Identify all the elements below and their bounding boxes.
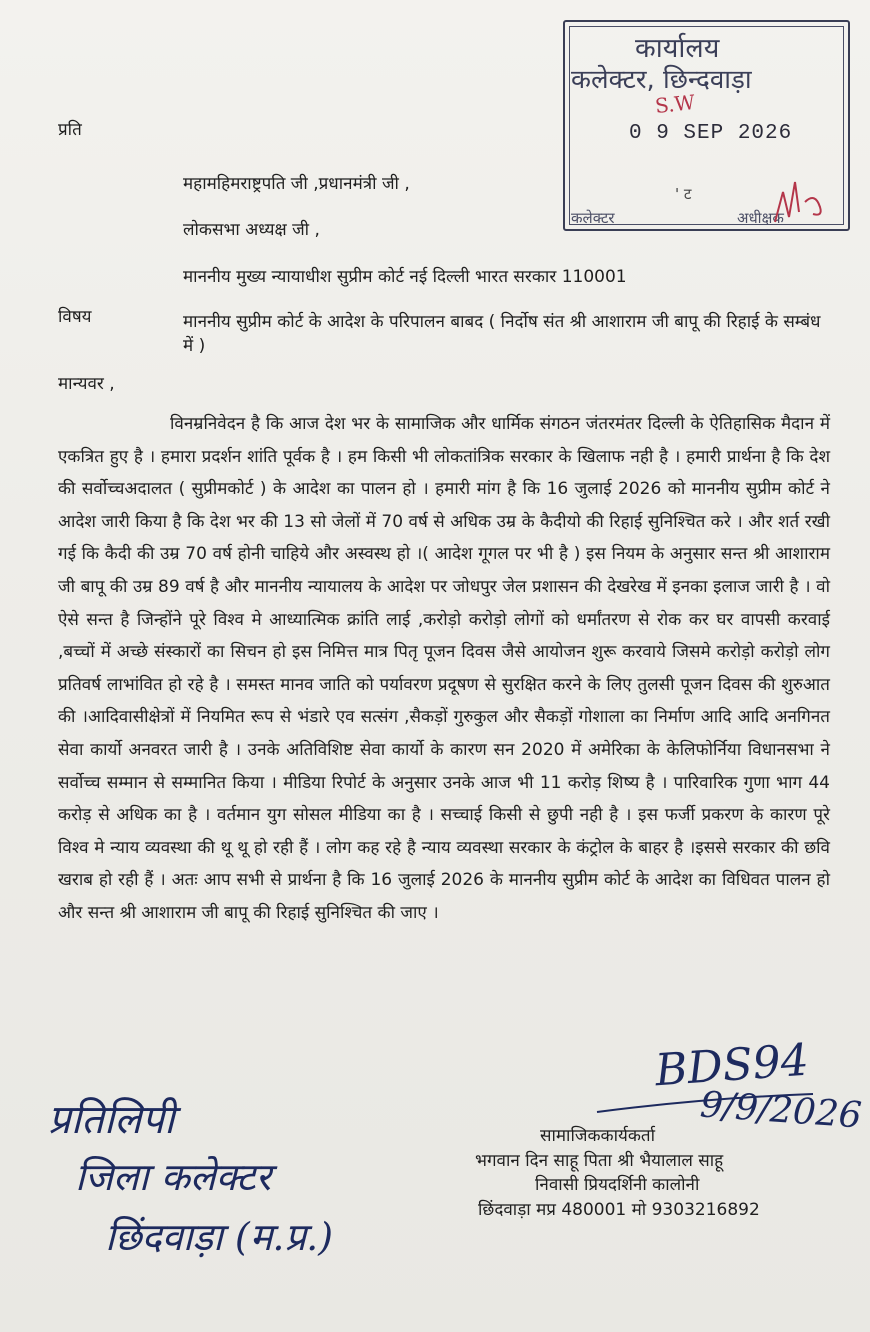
recipient-1: महामहिमराष्ट्रपति जी ,प्रधानमंत्री जी , bbox=[183, 174, 410, 194]
sender-address: निवासी प्रियदर्शिनी कालोनी bbox=[535, 1175, 700, 1195]
stamp-initials: S.W bbox=[653, 89, 697, 119]
copy-note-line2: जिला कलेक्टर bbox=[75, 1155, 272, 1199]
stamp-mark: ' ट bbox=[675, 185, 692, 203]
letter-body bbox=[58, 408, 830, 930]
stamp-office-name: कलेक्टर, छिन्दवाड़ा bbox=[571, 65, 752, 95]
office-receipt-stamp bbox=[563, 20, 850, 231]
stamp-office-title: कार्यालय bbox=[635, 33, 720, 64]
recipient-3: माननीय मुख्य न्यायाधीश सुप्रीम कोर्ट नई दिल्ली भारत सरकार 110001 bbox=[183, 267, 627, 287]
salutation: मान्यवर , bbox=[58, 374, 115, 394]
sender-designation: सामाजिककार्यकर्ता bbox=[540, 1126, 656, 1146]
subject-label: विषय bbox=[58, 307, 92, 327]
letter-body-text: विनम्रनिवेदन है कि आज देश भर के सामाजिक और धार्मिक संगठन जंतरमंतर दिल्ली के ऐतिहासिक मैदान में एकत्रित हुए है । हमारा प्रदर्शन शांति पूर्वक है । हम किसी भी लोकतांत्रिक सरकार के खिलाफ नही है । हमारी प्रार्थना है कि देश की सर्वोच्चअदालत ( सुप्रीमकोर्ट ) के आदेश का पालन हो । हमारी मांग है कि 16 जुलाई 2026 को माननीय सुप्रीम कोर्ट ने आदेश जारी किया है कि देश भर की 13 सो जेलों में 70 वर्ष से अधिक उम्र के कैदीयो की रिहाई सुनिश्चित करे । और शर्त रखी गई कि कैदी की उम्र 70 वर्ष होनी चाहिये और अस्वस्थ हो ।( आदेश गूगल पर भी है ) इस नियम के अनुसार सन्त श्री आशाराम जी बापू की उम्र 89 वर्ष है और माननीय न्यायालय के आदेश पर जोधपुर जेल प्रशासन की देखरेख में इनका इलाज जारी है । वो ऐसे सन्त है जिन्होंने पूरे विश्व मे आध्यात्मिक क्रांति लाई ,करोड़ो करोड़ो लोगों को धर्मांतरण से रोक कर घर वापसी करवाई ,बच्चों में अच्छे संस्कारों का सिचन हो इस निमित्त मात्र पितृ पूजन दिवस जैसे आयोजन शुरू करवाये जिसमे करोड़ो करोड़ो लोग प्रतिवर्ष लाभांवित हो रहे है । समस्त मानव जाति को पर्यावरण प्रदूषण से सुरक्षित करने के लिए तुलसी पूजन दिवस की शुरुआत की ।आदिवासीक्षेत्रों में नियमित रूप से भंडारे एव सत्संग ,सैकड़ों गुरुकुल और सैकड़ों गोशाला का निर्माण आदि आदि अनगिनत सेवा कार्यो अनवरत जारी है । उनके अतिविशिष्ट सेवा कार्यो के कारण सन 2020 में अमेरिका के केलिफोर्निया विधानसभा ने सर्वोच्च सम्मान से सम्मानित किया । मीडिया रिपोर्ट के अनुसार उनके आज भी 11 करोड़ शिष्य है । पारिवारिक गुणा भाग 44 करोड़ से अधिक का है । वर्तमान युग सोसल मीडिया का है । सच्चाई किसी से छुपी नही है । इस फर्जी प्रकरण के कारण पूरे विश्व मे न्याय व्यवस्था की थू थू हो रही हैं । लोग कह रहे है न्याय व्यवस्था सरकार के कंट्रोल के बाहर है ।इससे सरकार की छवि खराब हो रही हैं । अतः आप सभी से प्रार्थना है कि 16 जुलाई 2026 के माननीय सुप्रीम कोर्ट के आदेश का विधिवत पालन हो और सन्त श्री आशाराम जी बापू की रिहाई सुनिश्चित की जाए । bbox=[58, 414, 830, 923]
recipient-2: लोकसभा अध्यक्ष जी , bbox=[183, 220, 320, 240]
prati-label: प्रति bbox=[58, 120, 82, 140]
stamp-collector-label: कलेक्टर bbox=[571, 209, 615, 227]
stamp-date: 0 9 SEP 2026 bbox=[629, 122, 793, 145]
handwritten-date: 9/9/2026 bbox=[698, 1084, 863, 1137]
copy-note-line3: छिंदवाड़ा (म.प्र.) bbox=[105, 1215, 334, 1259]
stamp-signature-scribble bbox=[765, 172, 835, 232]
copy-note-line1: प्रतिलिपी bbox=[48, 1097, 175, 1143]
handwritten-signature: BDS94 bbox=[653, 1034, 811, 1097]
subject-text: माननीय सुप्रीम कोर्ट के आदेश के परिपालन बाबद ( निर्दोष संत श्री आशाराम जी बापू की रिहाई के सम्बंध में ) bbox=[183, 312, 821, 356]
sender-name: भगवान दिन साहू पिता श्री भैयालाल साहू bbox=[475, 1151, 724, 1171]
sender-city-phone: छिंदवाड़ा मप्र 480001 मो 9303216892 bbox=[478, 1200, 760, 1220]
stamp-superintendent-label: अधीक्षक bbox=[737, 209, 784, 227]
